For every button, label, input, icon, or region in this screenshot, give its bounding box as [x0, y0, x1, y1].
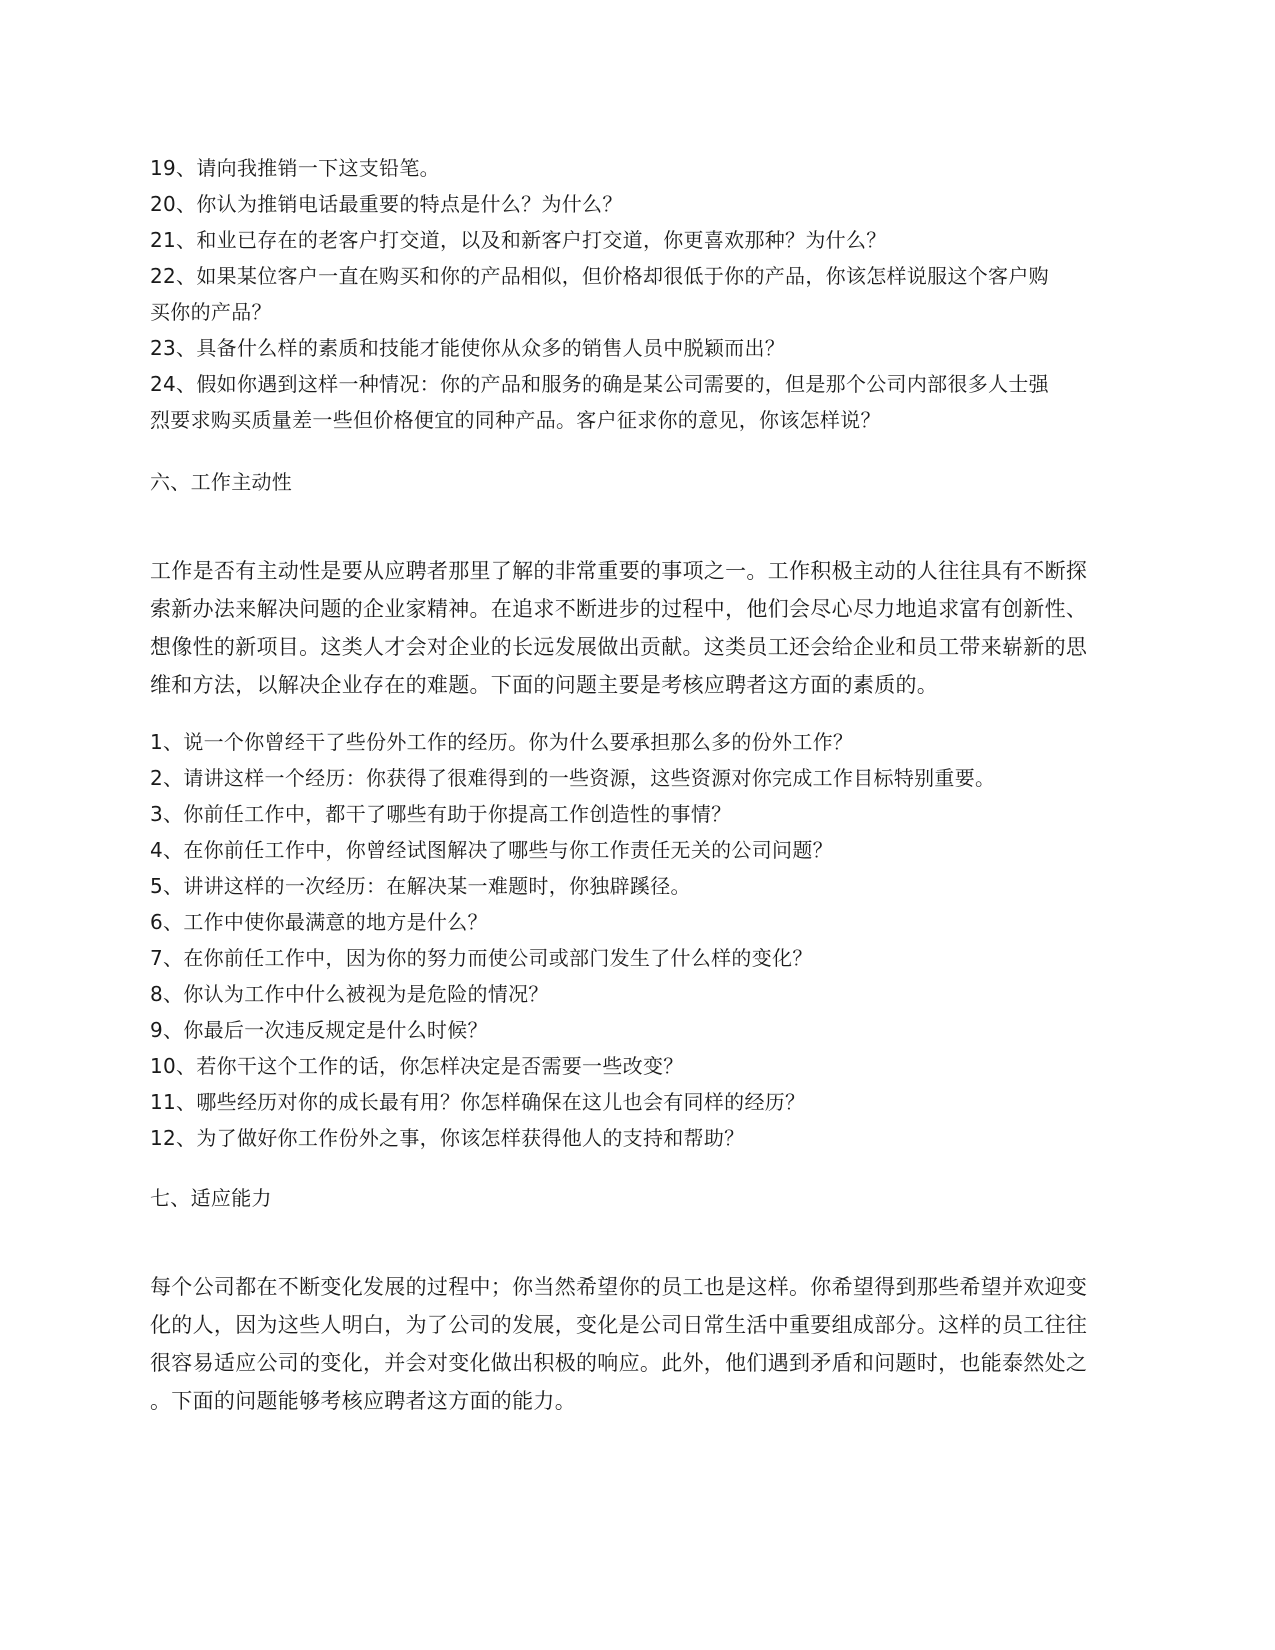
paragraph-line: 想像性的新项目。这类人才会对企业的长远发展做出贡献。这类员工还会给企业和员工带来崭新的思 [150, 635, 1088, 659]
paragraph-line: 。下面的问题能够考核应聘者这方面的能力。 [150, 1389, 576, 1413]
question-item: 4、在你前任工作中，你曾经试图解决了哪些与你工作责任无关的公司问题？ [150, 838, 833, 862]
paragraph-line: 工作是否有主动性是要从应聘者那里了解的非常重要的事项之一。工作积极主动的人往往具有不断探 [150, 559, 1088, 583]
question-list-initiative [150, 724, 1115, 1156]
question-item: 23、具备什么样的素质和技能才能使你从众多的销售人员中脱颖而出？ [150, 336, 786, 360]
section-paragraph-adaptability [150, 1268, 1115, 1420]
question-item: 20、你认为推销电话最重要的特点是什么？为什么？ [150, 192, 623, 216]
question-item: 12、为了做好你工作份外之事，你该怎样获得他人的支持和帮助？ [150, 1126, 745, 1150]
section-heading-adaptability: 七、适应能力 [150, 1186, 272, 1210]
question-item: 3、你前任工作中，都干了哪些有助于你提高工作创造性的事情？ [150, 802, 732, 826]
question-item: 24、假如你遇到这样一种情况：你的产品和服务的确是某公司需要的，但是那个公司内部很多人士强 [150, 372, 1049, 396]
question-item: 19、请向我推销一下这支铅笔。 [150, 156, 440, 180]
question-list-sales [150, 150, 1115, 438]
paragraph-line: 化的人，因为这些人明白，为了公司的发展，变化是公司日常生活中重要组成部分。这样的员工往往 [150, 1313, 1088, 1337]
paragraph-line: 维和方法，以解决企业存在的难题。下面的问题主要是考核应聘者这方面的素质的。 [150, 673, 939, 697]
question-item: 6、工作中使你最满意的地方是什么？ [150, 910, 488, 934]
paragraph-line: 每个公司都在不断变化发展的过程中；你当然希望你的员工也是这样。你希望得到那些希望并欢迎变 [150, 1275, 1088, 1299]
question-item: 22、如果某位客户一直在购买和你的产品相似，但价格却很低于你的产品，你该怎样说服这个客户购 [150, 264, 1049, 288]
question-item: 1、说一个你曾经干了些份外工作的经历。你为什么要承担那么多的份外工作？ [150, 730, 854, 754]
question-item-continued: 烈要求购买质量差一些但价格便宜的同种产品。客户征求你的意见，你该怎样说？ [150, 408, 881, 432]
paragraph-line: 很容易适应公司的变化，并会对变化做出积极的响应。此外，他们遇到矛盾和问题时，也能泰然处之 [150, 1351, 1088, 1375]
paragraph-line: 索新办法来解决问题的企业家精神。在追求不断进步的过程中，他们会尽心尽力地追求富有创新性、 [150, 597, 1088, 621]
question-item: 2、请讲这样一个经历：你获得了很难得到的一些资源，这些资源对你完成工作目标特别重要。 [150, 766, 996, 790]
question-item: 7、在你前任工作中，因为你的努力而使公司或部门发生了什么样的变化？ [150, 946, 813, 970]
question-item: 9、你最后一次违反规定是什么时候？ [150, 1018, 488, 1042]
question-item-continued: 买你的产品？ [150, 300, 272, 324]
question-item: 11、哪些经历对你的成长最有用？你怎样确保在这儿也会有同样的经历？ [150, 1090, 806, 1114]
document-page [150, 150, 1115, 1420]
section-paragraph-initiative [150, 552, 1115, 704]
section-heading-initiative: 六、工作主动性 [150, 470, 293, 494]
question-item: 10、若你干这个工作的话，你怎样决定是否需要一些改变？ [150, 1054, 684, 1078]
question-item: 8、你认为工作中什么被视为是危险的情况？ [150, 982, 549, 1006]
question-item: 5、讲讲这样的一次经历：在解决某一难题时，你独辟蹊径。 [150, 874, 691, 898]
question-item: 21、和业已存在的老客户打交道，以及和新客户打交道，你更喜欢那种？为什么？ [150, 228, 887, 252]
